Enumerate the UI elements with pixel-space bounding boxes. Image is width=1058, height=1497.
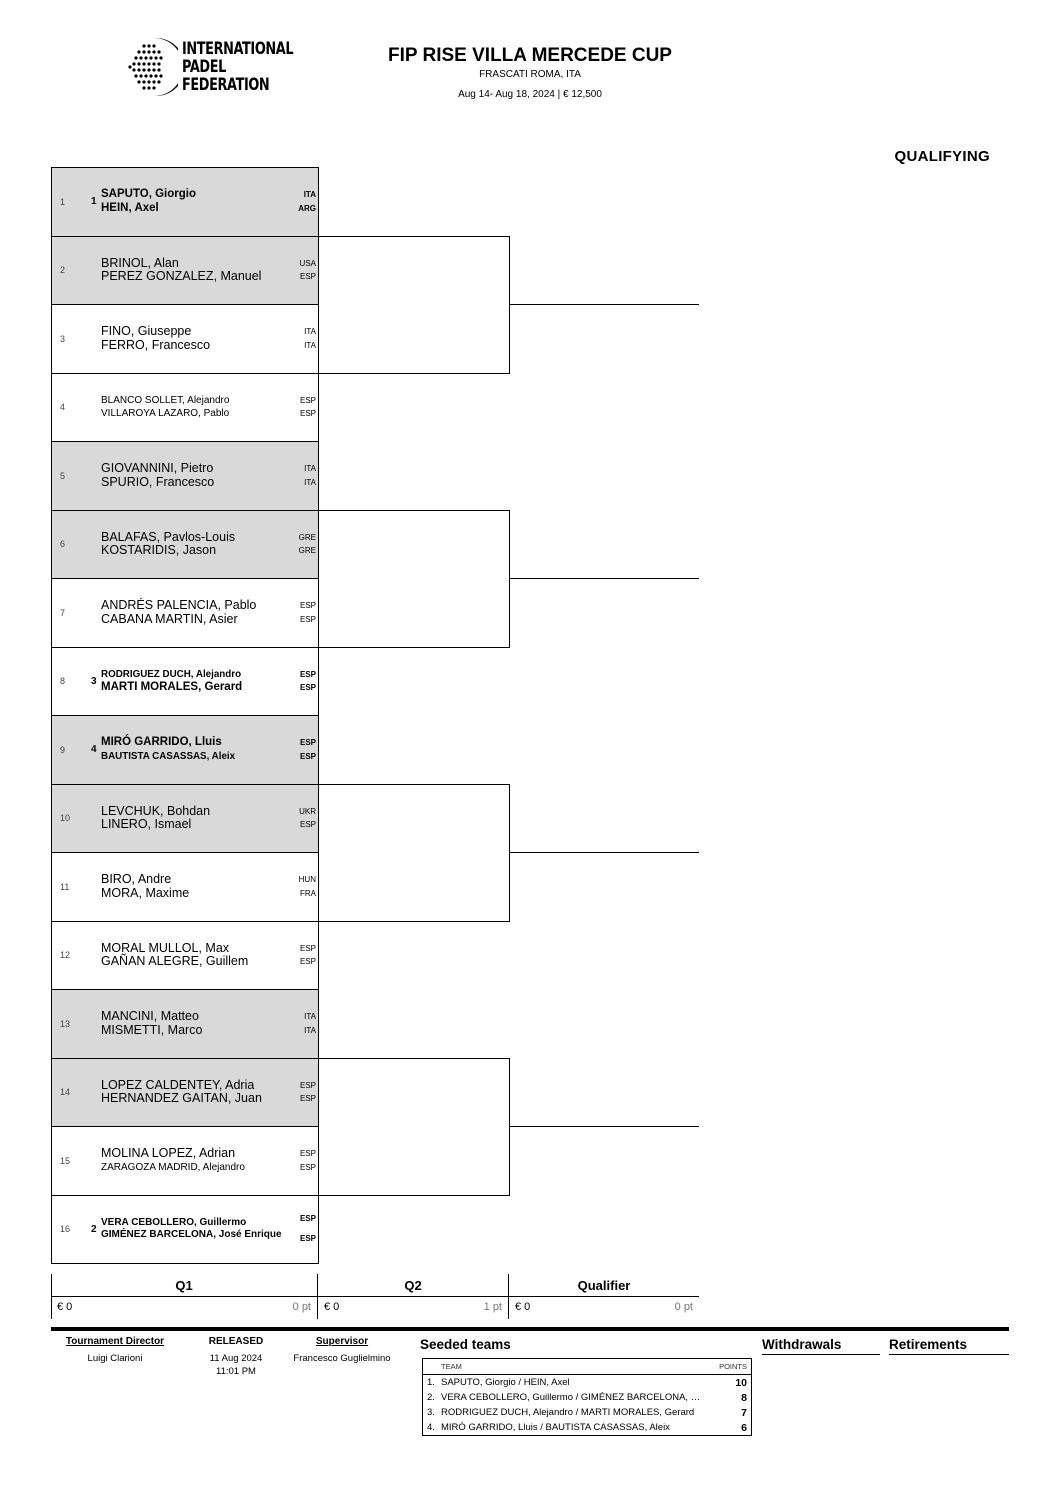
bracket-line	[509, 852, 699, 853]
player-1-name: GIOVANNINI, Pietro	[101, 461, 214, 476]
draw-position: 15	[60, 1155, 71, 1166]
player-1-country: USA	[299, 258, 316, 268]
draw-entry	[52, 374, 318, 443]
player-2-country: ESP	[299, 1162, 316, 1172]
draw-position: 8	[60, 676, 66, 687]
player-1-country: ITA	[304, 327, 316, 337]
draw-position: 5	[60, 470, 66, 481]
player-1-country: ITA	[304, 1012, 316, 1022]
fip-logo-icon	[126, 36, 178, 98]
draw-position: 9	[60, 744, 66, 755]
seed-team: MIRÓ GARRIDO, Lluis / BAUTISTA CASASSAS, Aleix	[441, 1422, 670, 1433]
seed-team: RODRIGUEZ DUCH, Alejandro / MARTI MORALES, Gerard	[441, 1407, 695, 1418]
draw-entry	[52, 990, 318, 1059]
player-1-name: BLANCO SOLLET, Alejandro	[101, 394, 230, 406]
draw-position: 3	[60, 333, 66, 344]
round-header-qualifier: Qualifier	[577, 1277, 631, 1293]
player-1-country: ESP	[299, 943, 316, 953]
round-qualifier-prize: € 0	[515, 1301, 531, 1313]
player-2-country: ARG	[298, 203, 316, 213]
player-2-name: ZARAGOZA MADRID, Alejandro	[101, 1161, 245, 1173]
player-1-country: ESP	[299, 1080, 316, 1090]
player-2-country: ITA	[304, 340, 316, 350]
logo-line-2: PADEL	[182, 57, 226, 76]
player-2-country: ESP	[299, 957, 316, 967]
draw-list	[51, 167, 319, 1264]
seed-points: 6	[741, 1421, 747, 1434]
draw-entry	[52, 1059, 318, 1128]
player-2-country: ESP	[299, 272, 316, 282]
draw-position: 12	[60, 950, 71, 961]
seeded-table-header	[423, 1359, 752, 1375]
seeded-row	[423, 1375, 752, 1391]
player-2-country: ESP	[299, 751, 316, 761]
player-2-country: ESP	[299, 614, 316, 624]
round-q1-award	[51, 1296, 317, 1318]
player-2-name: LINERO, Ismael	[101, 817, 192, 832]
player-1-country: HUN	[298, 875, 316, 885]
seed-points: 10	[735, 1376, 747, 1389]
round-q1-prize: € 0	[57, 1301, 73, 1313]
released-block	[188, 1336, 284, 1378]
player-2-name: MISMETTI, Marco	[101, 1022, 203, 1037]
player-2-country: ESP	[299, 1234, 316, 1244]
bracket-line	[509, 1126, 699, 1127]
bracket-line	[317, 236, 509, 237]
seed-number: 3	[91, 675, 97, 687]
draw-position: 16	[60, 1224, 71, 1235]
seeded-teams-table	[422, 1358, 752, 1436]
player-1-name: RODRIGUEZ DUCH, Alejandro	[101, 668, 242, 680]
bracket-line	[317, 1195, 509, 1196]
player-1-country: UKR	[299, 806, 316, 816]
seed-rank: 4.	[427, 1422, 435, 1433]
player-2-country: FRA	[300, 888, 316, 898]
seed-team: SAPUTO, Giorgio / HEIN, Axel	[441, 1377, 570, 1388]
player-1-country: ESP	[299, 669, 316, 679]
draw-entry	[52, 1196, 318, 1265]
player-1-country: ESP	[299, 1149, 316, 1159]
bracket-line	[509, 578, 699, 579]
logo-wordmark	[182, 40, 293, 94]
seed-points: 7	[741, 1406, 747, 1419]
player-1-country: ESP	[299, 395, 316, 405]
round-header-q1: Q1	[175, 1277, 193, 1293]
released-date: 11 Aug 2024	[209, 1353, 263, 1364]
draw-entry	[52, 785, 318, 854]
player-1-country: GRE	[298, 532, 316, 542]
player-2-name: FERRO, Francesco	[101, 337, 211, 352]
player-2-name: VILLAROYA LAZARO, Pablo	[101, 408, 230, 420]
retirements-heading: Retirements	[889, 1337, 1009, 1355]
seeded-row	[423, 1390, 752, 1405]
player-1-name: MOLINA LOPEZ, Adrian	[101, 1146, 236, 1161]
player-1-name: ANDRÉS PALENCIA, Pablo	[101, 598, 257, 613]
player-1-name: MANCINI, Matteo	[101, 1009, 199, 1024]
player-2-country: ITA	[304, 1025, 316, 1035]
supervisor-block	[284, 1336, 400, 1365]
draw-entry	[52, 442, 318, 511]
draw-entry	[52, 922, 318, 991]
released-time: 11:01 PM	[216, 1366, 256, 1377]
player-2-name: HEIN, Axel	[101, 201, 159, 214]
footer-divider	[51, 1327, 1009, 1331]
seeded-teams-heading: Seeded teams	[420, 1337, 511, 1352]
bracket-line	[317, 510, 509, 511]
draw-entry	[52, 168, 318, 237]
player-2-country: ESP	[299, 820, 316, 830]
player-1-name: BALAFAS, Pavlos-Louis	[101, 529, 236, 544]
bracket-line	[317, 1058, 509, 1059]
player-2-name: HERNANDEZ GAITAN, Juan	[101, 1091, 262, 1106]
draw-entry	[52, 648, 318, 717]
supervisor-label: Supervisor	[315, 1336, 369, 1347]
seed-rank: 1.	[427, 1377, 435, 1388]
player-2-country: GRE	[298, 546, 316, 556]
draw-entry	[52, 716, 318, 785]
round-q2-award	[318, 1296, 508, 1318]
round-q2-prize: € 0	[324, 1301, 340, 1313]
player-2-name: SPURIO, Francesco	[101, 474, 215, 489]
draw-entry	[52, 511, 318, 580]
bracket-line	[509, 304, 699, 305]
points-column-header: POINTS	[714, 1359, 752, 1375]
rounds-prize-table	[51, 1274, 699, 1319]
player-1-name: LOPEZ CALDENTEY, Adria	[101, 1077, 255, 1092]
player-2-country: ESP	[299, 409, 316, 419]
seed-points: 8	[741, 1391, 747, 1404]
player-2-name: CABANA MARTIN, Asier	[101, 611, 238, 626]
draw-position: 10	[60, 813, 71, 824]
player-2-name: GIMÉNEZ BARCELONA, José Enrique	[101, 1229, 282, 1241]
draw-position: 7	[60, 607, 66, 618]
player-2-name: MARTI MORALES, Gerard	[101, 681, 243, 694]
draw-position: 14	[60, 1087, 71, 1098]
team-column-header: TEAM	[423, 1359, 714, 1375]
seeded-row	[423, 1405, 752, 1420]
seeded-row	[423, 1420, 752, 1436]
seed-number: 2	[91, 1223, 97, 1235]
player-2-name: PEREZ GONZALEZ, Manuel	[101, 269, 262, 284]
draw-entry	[52, 853, 318, 922]
tournament-director-label: Tournament Director	[65, 1336, 165, 1347]
player-1-country: ESP	[299, 738, 316, 748]
bracket-line	[317, 784, 509, 785]
player-2-name: KOSTARIDIS, Jason	[101, 543, 217, 558]
draw-position: 4	[60, 402, 66, 413]
seed-rank: 2.	[427, 1392, 435, 1403]
logo-line-1: INTERNATIONAL	[182, 39, 294, 58]
player-1-name: LEVCHUK, Bohdan	[101, 803, 211, 818]
withdrawals-heading: Withdrawals	[762, 1337, 880, 1355]
draw-position: 1	[60, 196, 66, 207]
seed-number: 4	[91, 744, 97, 756]
player-2-name: GAÑAN ALEGRE, Guillem	[101, 954, 249, 969]
player-1-country: ESP	[299, 1214, 316, 1224]
draw-entry	[52, 237, 318, 306]
seed-number: 1	[91, 196, 97, 208]
round-q2-points: 1 pt	[483, 1301, 502, 1313]
bracket-line	[317, 647, 509, 648]
player-2-country: ITA	[304, 477, 316, 487]
tournament-director-block	[62, 1336, 168, 1365]
draw-entry	[52, 305, 318, 374]
draw-position: 6	[60, 539, 66, 550]
bracket-line	[317, 921, 509, 922]
released-label: RELEASED	[208, 1336, 264, 1347]
tournament-dates-prize: Aug 14- Aug 18, 2024 | € 12,500	[458, 89, 602, 100]
draw-position: 2	[60, 265, 66, 276]
draw-type-label: QUALIFYING	[894, 148, 990, 165]
player-1-country: ITA	[304, 464, 316, 474]
round-qualifier-points: 0 pt	[674, 1301, 693, 1313]
supervisor-name: Francesco Guglielmino	[293, 1353, 391, 1364]
player-1-name: BIRO, Andre	[101, 872, 172, 887]
player-1-name: SAPUTO, Giorgio	[101, 188, 196, 201]
player-2-country: ESP	[299, 683, 316, 693]
logo-line-3: FEDERATION	[182, 75, 270, 94]
tournament-title: FIP RISE VILLA MERCEDE CUP	[388, 45, 672, 66]
player-1-name: MORAL MULLOL, Max	[101, 940, 230, 955]
player-1-name: FINO, Giuseppe	[101, 324, 192, 339]
draw-position: 11	[60, 881, 70, 892]
player-2-name: BAUTISTA CASASSAS, Aleix	[101, 750, 236, 762]
tournament-director-name: Luigi Clarioni	[87, 1353, 143, 1364]
tournament-location: FRASCATI ROMA, ITA	[479, 69, 581, 80]
player-1-name: MIRÓ GARRIDO, Lluis	[101, 736, 222, 749]
seed-team: VERA CEBOLLERO, Guillermo / GIMÉNEZ BARCELONA, …	[441, 1392, 701, 1403]
player-2-name: MORA, Maxime	[101, 885, 190, 900]
draw-position: 13	[60, 1018, 71, 1029]
player-1-name: BRINOL, Alan	[101, 255, 179, 270]
player-1-country: ITA	[303, 190, 316, 200]
draw-entry	[52, 579, 318, 648]
round-q1-points: 0 pt	[292, 1301, 311, 1313]
player-1-name: VERA CEBOLLERO, Guillermo	[101, 1216, 247, 1228]
round-qualifier-award	[509, 1296, 699, 1318]
round-header-q2: Q2	[404, 1277, 422, 1293]
player-1-country: ESP	[299, 601, 316, 611]
player-2-country: ESP	[299, 1094, 316, 1104]
seed-rank: 3.	[427, 1407, 435, 1418]
draw-entry	[52, 1127, 318, 1196]
bracket-line	[317, 373, 509, 374]
